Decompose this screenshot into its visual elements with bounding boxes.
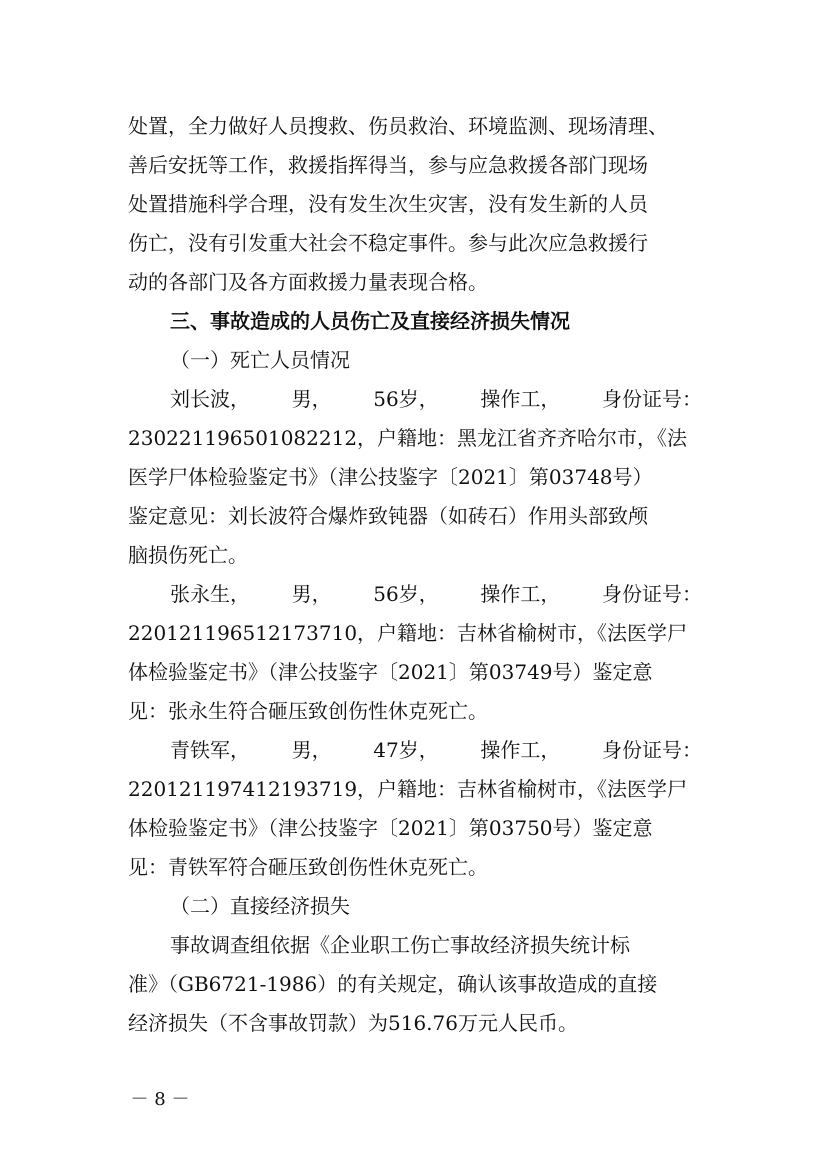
paragraph-line: 伤亡，没有引发重大社会不稳定事件。参与此次应急救援行 [128, 231, 648, 255]
person-age: 56岁， [373, 582, 439, 606]
person-id-label: 身份证号： [601, 582, 702, 606]
section-heading: 三、事故造成的人员伤亡及直接经济损失情况 [170, 309, 570, 333]
paragraph-line: 体检验鉴定书》（津公技鉴字〔2021〕第03749号）鉴定意 [128, 660, 653, 684]
person-name: 刘长波， [170, 387, 250, 411]
person-name: 张永生， [170, 582, 250, 606]
paragraph-line: 见：青铁军符合砸压致创伤性休克死亡。 [128, 855, 488, 879]
subsection-heading: （一）死亡人员情况 [170, 348, 350, 372]
paragraph-line: 动的各部门及各方面救援力量表现合格。 [128, 270, 488, 294]
person-gender: 男， [291, 738, 332, 762]
page-number: － 8 － [130, 1089, 190, 1110]
person-summary-line [170, 380, 702, 418]
person-age: 47岁， [373, 738, 439, 762]
person-id-label: 身份证号： [601, 387, 702, 411]
person-name: 青铁军， [170, 738, 250, 762]
paragraph-line: 鉴定意见：刘长波符合爆炸致钝器（如砖石）作用头部致颅 [128, 504, 648, 528]
paragraph-line: 体检验鉴定书》（津公技鉴字〔2021〕第03750号）鉴定意 [128, 816, 653, 840]
paragraph-line: 220121196512173710，户籍地：吉林省榆树市，《法医学尸 [128, 621, 688, 645]
person-occupation: 操作工， [480, 387, 561, 411]
person-id-label: 身份证号： [601, 738, 702, 762]
subsection-heading: （二）直接经济损失 [170, 894, 350, 918]
paragraph-line: 事故调查组依据《企业职工伤亡事故经济损失统计标 [170, 933, 630, 957]
person-occupation: 操作工， [480, 738, 561, 762]
paragraph-line: 处置，全力做好人员搜救、伤员救治、环境监测、现场清理、 [128, 114, 668, 138]
paragraph-line: 善后安抚等工作，救援指挥得当，参与应急救援各部门现场 [128, 153, 648, 177]
paragraph-line: 230221196501082212，户籍地：黑龙江省齐齐哈尔市，《法 [128, 426, 688, 450]
person-summary-line [170, 575, 702, 613]
paragraph-line: 脑损伤死亡。 [128, 543, 248, 567]
paragraph-line: 医学尸体检验鉴定书》（津公技鉴字〔2021〕第03748号） [128, 465, 653, 489]
person-age: 56岁， [373, 387, 439, 411]
person-gender: 男， [291, 582, 332, 606]
person-gender: 男， [291, 387, 332, 411]
paragraph-line: 处置措施科学合理，没有发生次生灾害，没有发生新的人员 [128, 192, 648, 216]
paragraph-line: 经济损失（不含事故罚款）为516.76万元人民币。 [128, 1011, 578, 1035]
person-occupation: 操作工， [480, 582, 561, 606]
paragraph-line: 220121197412193719，户籍地：吉林省榆树市，《法医学尸 [128, 777, 688, 801]
paragraph-line: 见：张永生符合砸压致创伤性休克死亡。 [128, 699, 488, 723]
person-summary-line [170, 731, 702, 769]
paragraph-line: 准》（GB6721-1986）的有关规定，确认该事故造成的直接 [128, 972, 658, 996]
